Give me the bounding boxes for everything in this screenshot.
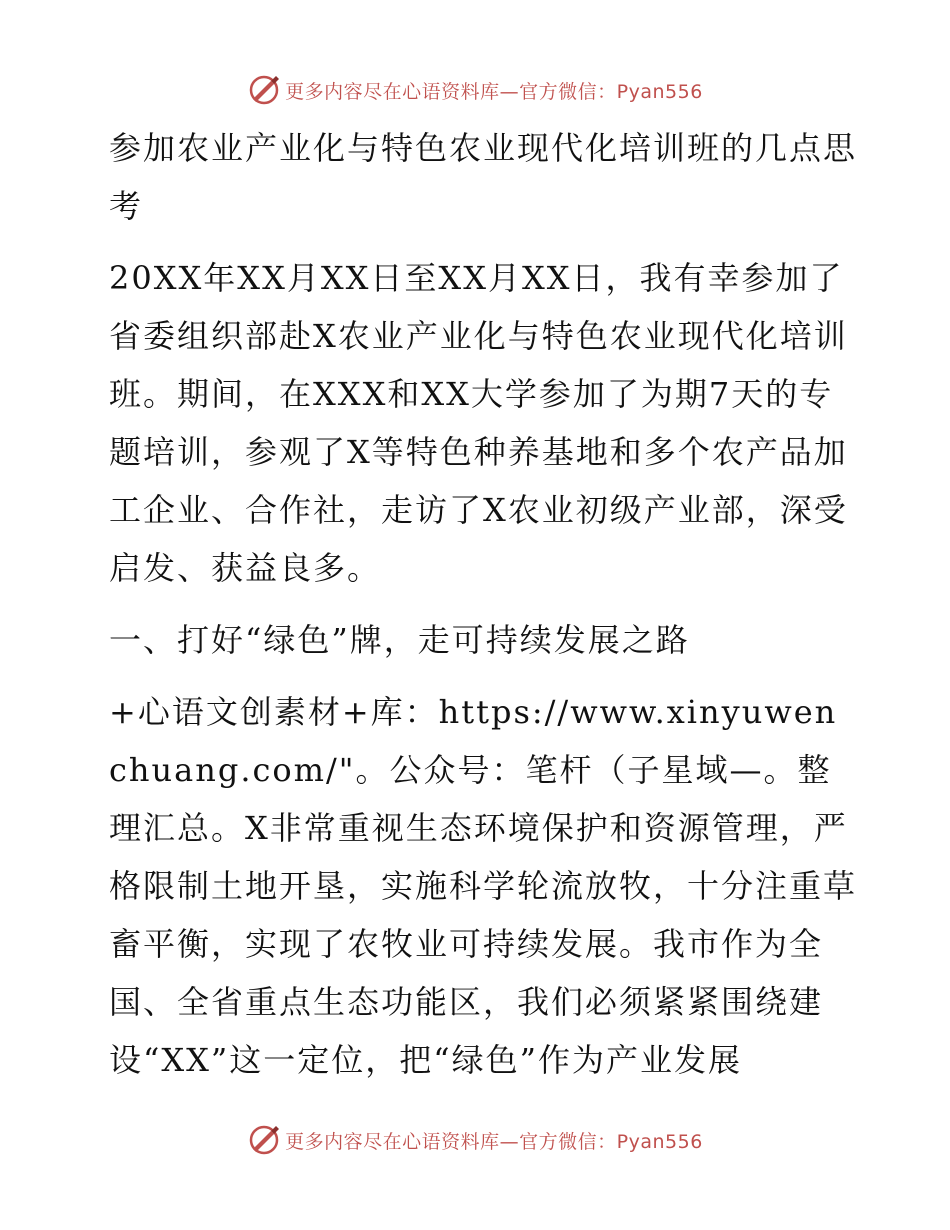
paragraph-section-1: +心语文创素材+库：https://www.xinyuwenchuang.com/"。公众号：笔杆（子星域—。整理汇总。X非常重视生态环境保护和资源管理，严格限制土地开垦，实施科学轮流放牧，十分注重草畜平衡，实现了农牧业可持续发展。我市作为全国、全省重点生态功能区，我们必须紧紧围绕建设“XX”这一定位，把“绿色”作为产业发展 bbox=[109, 693, 858, 1079]
banner-text: 更多内容尽在心语资料库—官方微信：Pyan556 bbox=[285, 1130, 703, 1153]
footer-banner bbox=[0, 1120, 950, 1160]
banner-text: 更多内容尽在心语资料库—官方微信：Pyan556 bbox=[285, 80, 703, 103]
pen-logo-icon bbox=[247, 73, 281, 107]
page-title: 参加农业产业化与特色农业现代化培训班的几点思考 bbox=[109, 129, 858, 225]
paragraph-intro: 20XX年XX月XX日至XX月XX日，我有幸参加了省委组织部赴X农业产业化与特色农业现代化培训班。期间，在XXX和XX大学参加了为期7天的专题培训，参观了X等特色种养基地和多个农产品加工企业、合作社，走访了X农业初级产业部，深受启发、获益良多。 bbox=[109, 259, 848, 587]
pen-logo-icon bbox=[247, 1123, 281, 1157]
header-banner bbox=[0, 70, 950, 110]
section-heading-1: 一、打好“绿色”牌，走可持续发展之路 bbox=[109, 621, 690, 659]
document-body bbox=[97, 119, 857, 1089]
